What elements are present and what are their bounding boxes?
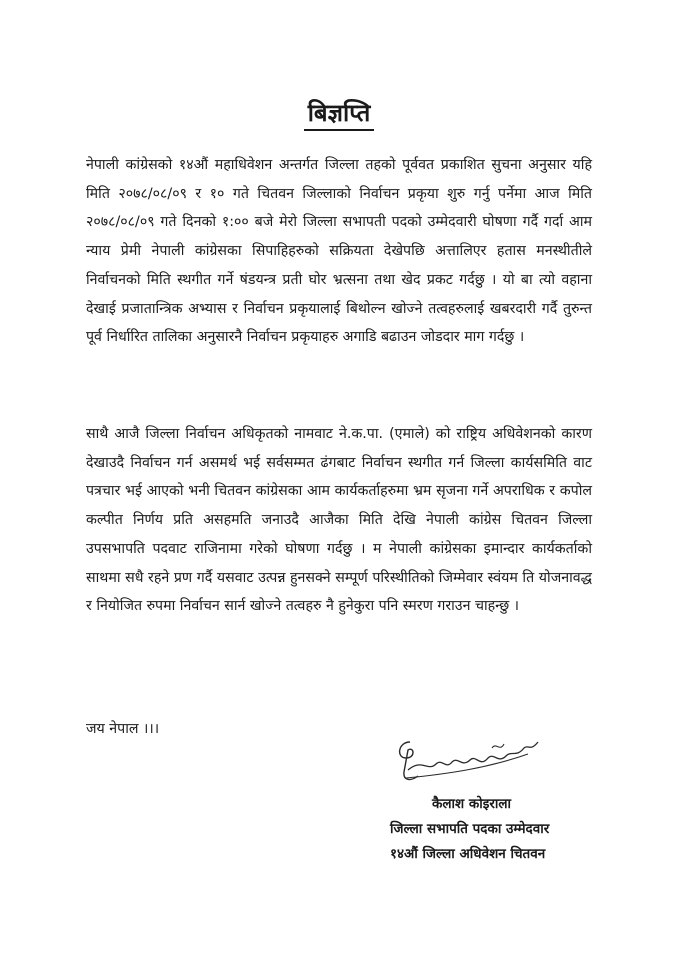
signatory-block bbox=[390, 792, 590, 867]
notice-paragraph-1: नेपाली कांग्रेसको १४औं महाधिवेशन अन्तर्गत जिल्ला तहको पूर्ववत प्रकाशित सुचना अनुसार यहि मिति २०७८/०८/०९ र १० गते चितवन जिल्लाको निर्वाचन प्रकृया शुरु गर्नु पर्नेमा आज मिति २०७८/०८/०९ गते दिनको १:०० बजे मेरो जिल्ला सभापती पदको उम्मेदवारी घोषणा गर्दै गर्दा आम न्याय प्रेमी नेपाली कांग्रेसका सिपाहिहरुको सक्रियता देखेपछि अत्तालिएर हतास मनस्थीतीले निर्वाचनको मिति स्थगीत गर्ने षंडयन्त्र प्रती घोर भ्रत्सना तथा खेद प्रकट गर्दछु । यो बा त्यो वहाना देखाई प्रजातान्त्रिक अभ्यास र निर्वाचन प्रकृयालाई बिथोल्न खोज्ने तत्वहरुलाई खबरदारी गर्दै तुरुन्त पूर्व निर्धारित तालिका अनुसारनै निर्वाचन प्रकृयाहरु अगाडि बढाउन जोडदार माग गर्दछु । bbox=[86, 157, 592, 346]
closing-salutation: जय नेपाल ।।। bbox=[86, 721, 160, 737]
signatory-event: १४औं जिल्ला अधिवेशन चितवन bbox=[390, 846, 546, 862]
notice-title-text: बिज्ञप्ति bbox=[304, 99, 375, 131]
handwritten-signature bbox=[388, 728, 548, 790]
signatory-position: जिल्ला सभापति पदका उम्मेदवार bbox=[390, 821, 550, 837]
notice-title bbox=[0, 96, 678, 129]
signatory-name: कैलाश कोइराला bbox=[432, 796, 512, 812]
notice-paragraph-2: साथै आजै जिल्ला निर्वाचन अधिकृतको नामवाट ने.क.पा. (एमाले) को राष्ट्रिय अधिवेशनको कारण देखाउदै निर्वाचन गर्न असमर्थ भई सर्वसम्मत ढंगबाट निर्वाचन स्थगीत गर्न जिल्ला कार्यसमिति वाट पत्रचार भई आएको भनी चितवन कांग्रेसका आम कार्यकर्ताहरुमा भ्रम सृजना गर्ने अपराधिक र कपोल कल्पीत निर्णय प्रति असहमति जनाउदै आजैका मिति देखि नेपाली कांग्रेस चितवन जिल्ला उपसभापति पदवाट राजिनामा गरेको घोषणा गर्दछु । म नेपाली कांग्रेसका इमान्दार कार्यकर्ताको साथमा सधै रहने प्रण गर्दै यसवाट उत्पन्न हुनसक्ने सम्पूर्ण परिस्थीतिको जिम्मेवार स्वंयम ति योजनावद्ध र नियोजित रुपमा निर्वाचन सार्न खोज्ने तत्वहरु नै हुनेकुरा पनि स्मरण गराउन चाहन्छु । bbox=[86, 426, 592, 615]
